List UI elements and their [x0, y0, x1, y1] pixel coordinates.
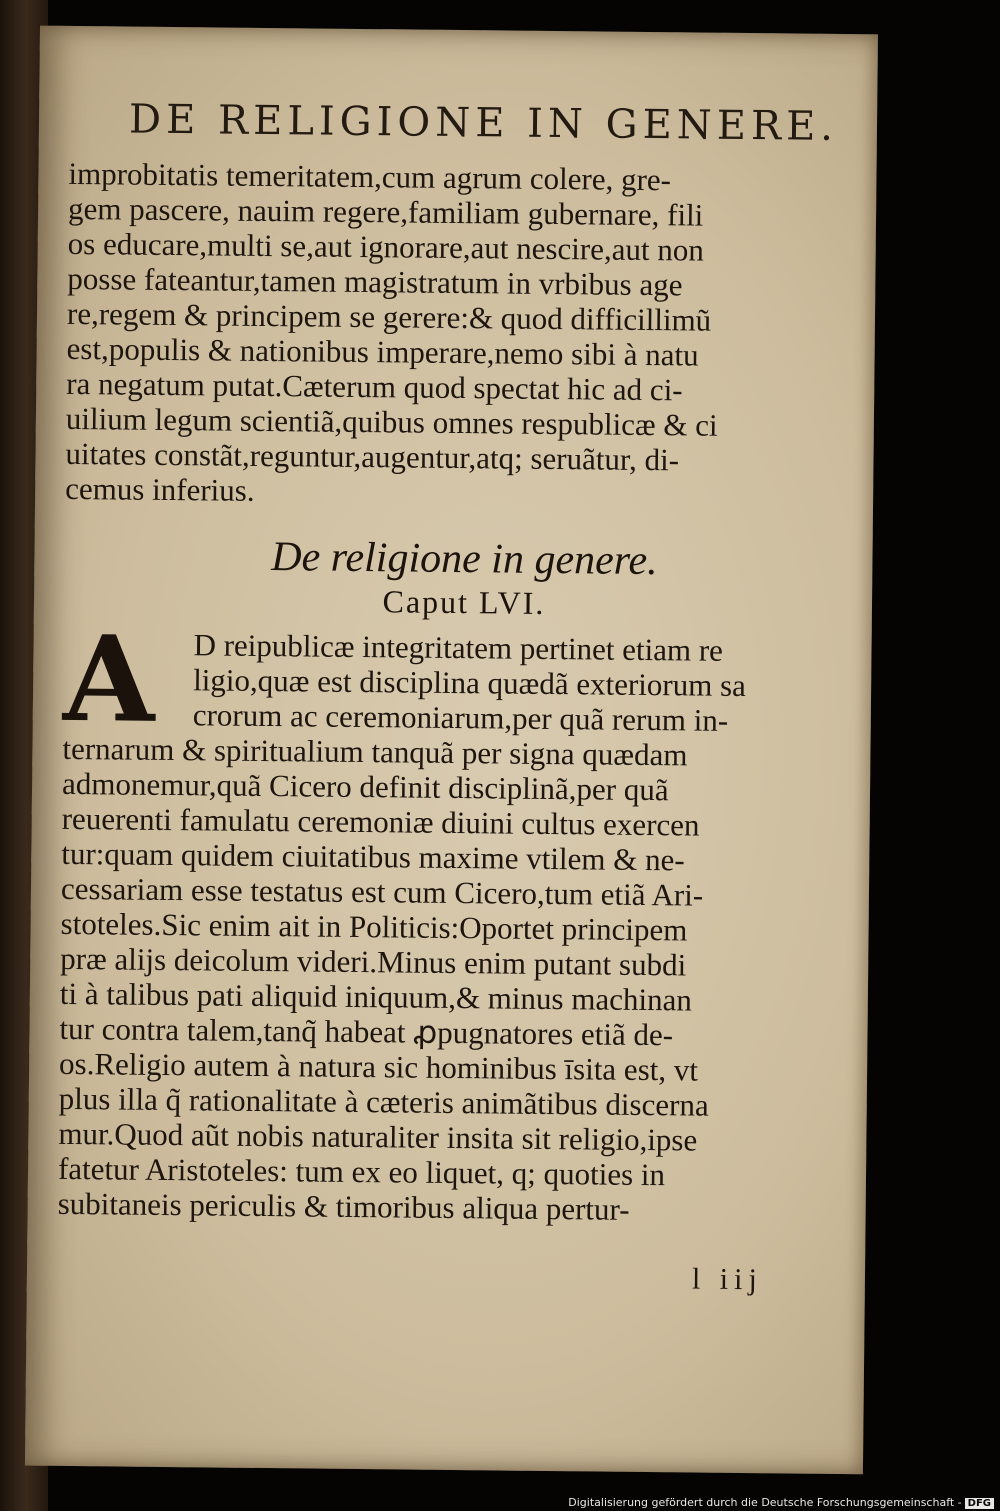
chapter-title: De religione in genere.	[271, 534, 658, 585]
text-line: gem pascere, nauim regere,familiam gubernare, fili	[67, 190, 704, 233]
top-paragraph	[65, 156, 789, 514]
text-line: posse fateantur,tamen magistratum in vrbibus age	[67, 260, 683, 303]
running-head: DE RELIGIONE IN GENERE.	[128, 96, 839, 150]
text-line: uilium legum scientiã,quibus omnes respublicæ & ci	[65, 400, 718, 443]
signature-mark: l iij	[691, 1262, 763, 1297]
text-line: tur contra talem,tanq̃ habeat ꝓpugnatores etiã de-	[59, 1010, 674, 1053]
dfg-logo: DFG	[965, 1498, 994, 1509]
text-line: cemus inferius.	[64, 470, 255, 508]
text-line: fatetur Aristoteles: tum ex eo liquet, q; quoties in	[57, 1150, 666, 1193]
text-line: reuerenti famulatu ceremoniæ diuini cultus exercen	[61, 800, 700, 843]
text-line: ra negatum putat.Cæterum quod spectat hic ad ci-	[66, 365, 683, 408]
text-line: crorum ac ceremoniarum,per quã rerum in-	[192, 697, 729, 738]
text-line: est,populis & nationibus imperare,nemo sibi à natu	[66, 330, 699, 373]
text-line: subitaneis periculis & timoribus aliqua pertur-	[57, 1185, 630, 1227]
text-line: tur:quam quidem ciuitatibus maxime vtilem & ne-	[61, 835, 685, 878]
text-line: improbitatis temeritatem,cum agrum colere, gre-	[68, 155, 672, 198]
text-line: plus illa q̃ rationalitate à cæteris animãtibus discerna	[58, 1080, 709, 1123]
book-page	[25, 26, 878, 1475]
credit-text: Digitalisierung gefördert durch die Deutsche Forschungsgemeinschaft -	[568, 1496, 962, 1509]
digitization-credit	[568, 1496, 994, 1509]
text-line: os.Religio autem à natura sic hominibus īsita est, vt	[58, 1045, 699, 1088]
chapter-number: Caput LVI.	[382, 583, 546, 621]
text-line: re,regem & principem se gerere:& quod difficillimũ	[66, 295, 712, 338]
text-line: os educare,multi se,aut ignorare,aut nescire,aut non	[67, 225, 705, 268]
text-line: cessariam esse testatus est cum Cicero,tum etiã Ari-	[60, 870, 704, 913]
text-line: admonemur,quã Cicero definit disciplinã,per quã	[61, 765, 669, 808]
text-line: D reipublicæ integritatem pertinet etiam re	[193, 627, 724, 668]
chapter-heading	[184, 532, 745, 624]
drop-cap-initial: A	[62, 608, 156, 749]
text-line: uitates constãt,reguntur,augentur,atq; seruãtur, di-	[65, 435, 680, 478]
text-line: ti à talibus pati aliquid iniquum,& minus machinan	[59, 975, 693, 1018]
main-paragraph	[57, 608, 784, 1229]
text-line: stoteles.Sic enim ait in Politicis:Oportet principem	[60, 905, 688, 948]
text-line: mur.Quod aũt nobis naturaliter insita sit religio,ipse	[58, 1115, 698, 1158]
text-line: ternarum & spiritualium tanquã per signa quædam	[62, 730, 688, 773]
text-line: præ alijs deicolum videri.Minus enim putant subdi	[60, 940, 687, 983]
text-line: ligio,quæ est disciplina quædã exteriorum sa	[192, 662, 747, 704]
